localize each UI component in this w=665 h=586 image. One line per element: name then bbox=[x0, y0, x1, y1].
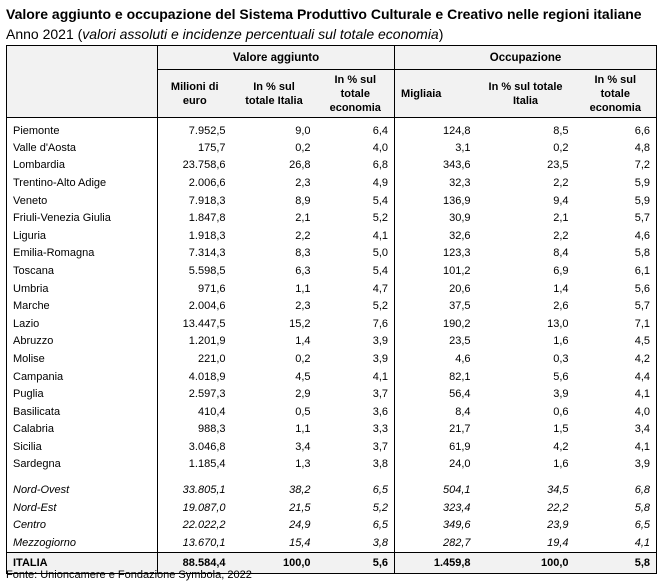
region-cell-occ: 101,2 bbox=[395, 262, 477, 280]
region-cell-occ: 343,6 bbox=[395, 157, 477, 175]
region-cell-name: Trentino-Alto Adige bbox=[7, 174, 158, 192]
region-cell-occ-ec: 6,6 bbox=[575, 118, 657, 140]
region-cell-va-it: 8,3 bbox=[295, 247, 311, 260]
macro-cell-name: Centro bbox=[7, 516, 158, 534]
col-header-va-pct-economia: In % sul totale economia bbox=[317, 70, 395, 118]
region-cell-occ: 124,8 bbox=[395, 118, 477, 140]
region-cell-va-it: 4,5 bbox=[295, 370, 311, 383]
region-cell-occ-ec: 4,6 bbox=[575, 227, 657, 245]
region-cell-occ-ec: 4,4 bbox=[575, 368, 657, 386]
region-cell-va: 3.046,8 bbox=[158, 438, 232, 456]
macro-cell-occ-ec: 4,1 bbox=[575, 534, 657, 552]
macro-area-row bbox=[7, 534, 657, 552]
region-cell-occ-it: 13,0 bbox=[547, 317, 569, 330]
total-cell-occ-it: 100,0 bbox=[477, 552, 575, 573]
region-cell-name: Sardegna bbox=[7, 456, 158, 474]
region-cell-va: 1.185,4 bbox=[158, 456, 232, 474]
macro-cell-va-ec: 6,5 bbox=[372, 519, 389, 532]
region-cell-va-it: 0,2 bbox=[295, 352, 311, 365]
group-header-valore-aggiunto: Valore aggiunto bbox=[158, 46, 395, 70]
region-cell-va-it: 15,2 bbox=[289, 317, 311, 330]
regions-body bbox=[7, 118, 657, 574]
region-cell-occ-it: 8,4 bbox=[553, 247, 569, 260]
region-cell-va: 13.447,5 bbox=[158, 315, 232, 333]
region-cell-occ-it: 2,6 bbox=[553, 300, 569, 313]
corner-cell bbox=[7, 46, 158, 118]
table-row bbox=[7, 385, 657, 403]
region-cell-va-it: 9,0 bbox=[295, 124, 311, 137]
region-cell-occ: 30,9 bbox=[395, 209, 477, 227]
table-row bbox=[7, 315, 657, 333]
spacer-cell bbox=[477, 473, 575, 481]
region-cell-occ: 82,1 bbox=[395, 368, 477, 386]
macro-cell-occ: 282,7 bbox=[395, 534, 477, 552]
region-cell-va: 7.918,3 bbox=[158, 192, 232, 210]
region-cell-name: Friuli-Venezia Giulia bbox=[7, 209, 158, 227]
region-cell-name: Piemonte bbox=[7, 118, 158, 140]
region-cell-occ: 32,6 bbox=[395, 227, 477, 245]
region-cell-occ-ec: 5,6 bbox=[575, 280, 657, 298]
table-row bbox=[7, 456, 657, 474]
region-cell-va: 1.847,8 bbox=[158, 209, 232, 227]
region-cell-occ-it: 1,6 bbox=[553, 335, 569, 348]
spacer-row bbox=[7, 473, 657, 481]
region-cell-va-it: 0,2 bbox=[295, 141, 311, 154]
region-cell-va-ec: 4,0 bbox=[372, 141, 389, 154]
region-cell-name: Marche bbox=[7, 297, 158, 315]
total-cell-occ-ec: 5,8 bbox=[575, 552, 657, 573]
region-cell-occ-ec: 7,1 bbox=[575, 315, 657, 333]
region-cell-name: Lazio bbox=[7, 315, 158, 333]
region-cell-occ-it: 4,2 bbox=[553, 440, 569, 453]
macro-cell-occ-it: 19,4 bbox=[477, 534, 575, 552]
region-cell-va-ec: 4,9 bbox=[372, 176, 389, 189]
macro-cell-va: 22.022,2 bbox=[158, 516, 232, 534]
table-row bbox=[7, 262, 657, 280]
macro-area-row bbox=[7, 499, 657, 517]
region-cell-occ-it: 2,1 bbox=[553, 212, 569, 225]
group-header-row bbox=[7, 46, 657, 70]
region-cell-name: Toscana bbox=[7, 262, 158, 280]
table-row bbox=[7, 209, 657, 227]
region-cell-va-it: 2,9 bbox=[295, 388, 311, 401]
region-cell-occ: 23,5 bbox=[395, 333, 477, 351]
region-cell-occ-ec: 6,1 bbox=[575, 262, 657, 280]
region-cell-occ-ec: 4,0 bbox=[575, 403, 657, 421]
macro-cell-va: 19.087,0 bbox=[158, 499, 232, 517]
col-header-occ-abs: Migliaia bbox=[395, 70, 477, 118]
macro-area-row bbox=[7, 516, 657, 534]
region-cell-occ-ec: 5,9 bbox=[575, 174, 657, 192]
region-cell-occ-ec: 5,7 bbox=[575, 297, 657, 315]
region-cell-va: 2.597,3 bbox=[158, 385, 232, 403]
region-cell-va: 221,0 bbox=[158, 350, 232, 368]
region-cell-occ-ec: 5,7 bbox=[575, 209, 657, 227]
region-cell-va: 988,3 bbox=[158, 421, 232, 439]
table-row bbox=[7, 421, 657, 439]
region-cell-name: Molise bbox=[7, 350, 158, 368]
region-cell-va-ec: 3,8 bbox=[372, 458, 389, 471]
region-cell-occ-it: 23,5 bbox=[547, 159, 569, 172]
region-cell-va: 1.201,9 bbox=[158, 333, 232, 351]
table-row bbox=[7, 174, 657, 192]
region-cell-va-ec: 5,2 bbox=[372, 212, 389, 225]
col-header-occ-pct-economia: In % sul totale economia bbox=[575, 70, 657, 118]
macro-cell-occ: 349,6 bbox=[395, 516, 477, 534]
spacer-cell bbox=[232, 473, 317, 481]
region-cell-occ-ec: 3,4 bbox=[575, 421, 657, 439]
region-cell-va-it: 3,4 bbox=[295, 440, 311, 453]
region-cell-va-ec: 5,0 bbox=[372, 247, 389, 260]
region-cell-va: 971,6 bbox=[158, 280, 232, 298]
table-row bbox=[7, 118, 657, 140]
subtitle-close: ) bbox=[438, 26, 444, 42]
macro-cell-va-it: 38,2 bbox=[289, 484, 311, 497]
region-cell-occ-it: 9,4 bbox=[553, 194, 569, 207]
region-cell-occ-ec: 4,8 bbox=[575, 139, 657, 157]
region-cell-va-ec: 3,3 bbox=[372, 423, 389, 436]
table-row bbox=[7, 350, 657, 368]
region-cell-va: 7.314,3 bbox=[158, 245, 232, 263]
region-cell-occ-it: 0,2 bbox=[553, 141, 569, 154]
region-cell-va-ec: 5,4 bbox=[372, 194, 389, 207]
table-row bbox=[7, 333, 657, 351]
region-cell-name: Calabria bbox=[7, 421, 158, 439]
spacer-cell bbox=[575, 473, 657, 481]
table-row bbox=[7, 157, 657, 175]
region-cell-occ-it: 1,6 bbox=[553, 458, 569, 471]
col-header-va-abs: Milioni di euro bbox=[158, 70, 232, 118]
region-cell-name: Umbria bbox=[7, 280, 158, 298]
macro-cell-occ-ec: 6,8 bbox=[575, 481, 657, 499]
region-cell-va-ec: 4,1 bbox=[372, 229, 389, 242]
region-cell-va-it: 0,5 bbox=[295, 405, 311, 418]
region-cell-va-ec: 3,7 bbox=[372, 440, 389, 453]
table-subtitle bbox=[6, 26, 443, 42]
table-row bbox=[7, 368, 657, 386]
macro-cell-va-it: 21,5 bbox=[289, 501, 311, 514]
region-cell-occ: 61,9 bbox=[395, 438, 477, 456]
region-cell-name: Puglia bbox=[7, 385, 158, 403]
region-cell-va-ec: 4,1 bbox=[372, 370, 389, 383]
region-cell-occ-ec: 3,9 bbox=[575, 456, 657, 474]
region-cell-occ-it: 0,3 bbox=[553, 352, 569, 365]
macro-cell-va-it: 24,9 bbox=[289, 519, 311, 532]
macro-cell-va-ec: 3,8 bbox=[317, 534, 395, 552]
table-row bbox=[7, 297, 657, 315]
region-cell-name: Liguria bbox=[7, 227, 158, 245]
region-cell-va-it: 2,1 bbox=[295, 212, 311, 225]
region-cell-occ: 136,9 bbox=[395, 192, 477, 210]
subtitle-note: valori assoluti e incidenze percentuali sul totale economia bbox=[82, 26, 439, 42]
spacer-cell bbox=[317, 473, 395, 481]
macro-area-row bbox=[7, 481, 657, 499]
region-cell-occ: 8,4 bbox=[395, 403, 477, 421]
source-note: Fonte: Unioncamere e Fondazione Symbola, 2022 bbox=[6, 569, 252, 581]
total-cell-name: ITALIA bbox=[7, 552, 158, 573]
macro-cell-occ-it: 34,5 bbox=[547, 484, 569, 497]
region-cell-occ-it: 1,5 bbox=[553, 423, 569, 436]
total-cell-va-ec: 5,6 bbox=[317, 552, 395, 573]
region-cell-name: Lombardia bbox=[7, 157, 158, 175]
region-cell-name: Basilicata bbox=[7, 403, 158, 421]
macro-cell-occ-ec: 6,5 bbox=[575, 516, 657, 534]
total-cell-va: 88.584,4 bbox=[158, 552, 232, 573]
region-cell-va-ec: 5,2 bbox=[372, 300, 389, 313]
region-cell-occ-ec: 5,8 bbox=[575, 245, 657, 263]
region-cell-occ: 32,3 bbox=[395, 174, 477, 192]
region-cell-occ-it: 8,5 bbox=[553, 124, 569, 137]
region-cell-va-it: 26,8 bbox=[289, 159, 311, 172]
region-cell-va-ec: 7,6 bbox=[372, 317, 389, 330]
region-cell-name: Valle d'Aosta bbox=[7, 139, 158, 157]
table-row bbox=[7, 227, 657, 245]
region-cell-occ-it: 5,6 bbox=[553, 370, 569, 383]
macro-cell-occ: 504,1 bbox=[395, 481, 477, 499]
macro-cell-occ-it: 22,2 bbox=[547, 501, 569, 514]
region-cell-va-it: 6,3 bbox=[295, 264, 311, 277]
region-cell-va: 1.918,3 bbox=[158, 227, 232, 245]
region-cell-occ: 190,2 bbox=[395, 315, 477, 333]
region-cell-occ-it: 3,9 bbox=[553, 388, 569, 401]
region-cell-va: 4.018,9 bbox=[158, 368, 232, 386]
region-cell-occ-ec: 5,9 bbox=[575, 192, 657, 210]
region-cell-occ: 4,6 bbox=[395, 350, 477, 368]
region-cell-va-it: 1,3 bbox=[295, 458, 311, 471]
region-cell-occ: 3,1 bbox=[395, 139, 477, 157]
region-cell-va-it: 2,3 bbox=[295, 176, 311, 189]
table-row bbox=[7, 139, 657, 157]
region-cell-occ-it: 0,6 bbox=[553, 405, 569, 418]
group-header-occupazione: Occupazione bbox=[395, 46, 657, 70]
spacer-cell bbox=[395, 473, 477, 481]
region-cell-va-it: 2,2 bbox=[295, 229, 311, 242]
region-cell-name: Veneto bbox=[7, 192, 158, 210]
region-cell-occ: 21,7 bbox=[395, 421, 477, 439]
region-cell-va-it: 1,1 bbox=[295, 282, 311, 295]
region-cell-va-ec: 3,9 bbox=[372, 335, 389, 348]
region-cell-va-ec: 3,7 bbox=[372, 388, 389, 401]
macro-cell-occ-ec: 5,8 bbox=[575, 499, 657, 517]
spacer-cell bbox=[158, 473, 232, 481]
region-cell-va-it: 2,3 bbox=[295, 300, 311, 313]
region-cell-occ: 37,5 bbox=[395, 297, 477, 315]
region-cell-name: Campania bbox=[7, 368, 158, 386]
region-cell-occ-ec: 7,2 bbox=[575, 157, 657, 175]
region-cell-occ-it: 2,2 bbox=[553, 176, 569, 189]
macro-cell-va-ec: 6,5 bbox=[372, 484, 389, 497]
region-cell-va: 23.758,6 bbox=[158, 157, 232, 175]
data-table bbox=[6, 45, 657, 574]
col-header-occ-pct-italia: In % sul totale Italia bbox=[477, 70, 575, 118]
region-cell-va-it: 1,1 bbox=[295, 423, 311, 436]
macro-cell-occ: 323,4 bbox=[395, 499, 477, 517]
table-row bbox=[7, 280, 657, 298]
macro-cell-va: 33.805,1 bbox=[158, 481, 232, 499]
region-cell-va-ec: 5,4 bbox=[372, 264, 389, 277]
region-cell-occ-it: 2,2 bbox=[553, 229, 569, 242]
region-cell-va: 2.006,6 bbox=[158, 174, 232, 192]
region-cell-va: 2.004,6 bbox=[158, 297, 232, 315]
region-cell-name: Abruzzo bbox=[7, 333, 158, 351]
region-cell-occ-it: 1,4 bbox=[553, 282, 569, 295]
region-cell-va: 175,7 bbox=[158, 139, 232, 157]
region-cell-va-ec: 6,8 bbox=[372, 159, 389, 172]
subtitle-year: Anno 2021 ( bbox=[6, 26, 83, 42]
macro-cell-va-it: 15,4 bbox=[232, 534, 317, 552]
region-cell-name: Sicilia bbox=[7, 438, 158, 456]
region-cell-occ-ec: 4,1 bbox=[575, 385, 657, 403]
macro-cell-name: Nord-Ovest bbox=[7, 481, 158, 499]
region-cell-va-ec: 3,6 bbox=[372, 405, 389, 418]
region-cell-occ: 20,6 bbox=[395, 280, 477, 298]
macro-cell-va-ec: 5,2 bbox=[372, 501, 389, 514]
region-cell-va-ec: 6,4 bbox=[372, 124, 389, 137]
macro-cell-name: Nord-Est bbox=[7, 499, 158, 517]
table-row bbox=[7, 192, 657, 210]
col-header-va-pct-italia: In % sul totale Italia bbox=[232, 70, 317, 118]
region-cell-va-it: 1,4 bbox=[295, 335, 311, 348]
total-cell-occ: 1.459,8 bbox=[395, 552, 477, 573]
table-row bbox=[7, 403, 657, 421]
region-cell-va-ec: 3,9 bbox=[372, 352, 389, 365]
region-cell-occ-ec: 4,1 bbox=[575, 438, 657, 456]
table-row bbox=[7, 438, 657, 456]
macro-cell-va: 13.670,1 bbox=[158, 534, 232, 552]
table-row bbox=[7, 245, 657, 263]
region-cell-va: 7.952,5 bbox=[158, 118, 232, 140]
region-cell-va: 410,4 bbox=[158, 403, 232, 421]
region-cell-occ: 24,0 bbox=[395, 456, 477, 474]
spacer-cell bbox=[7, 473, 158, 481]
region-cell-occ-it: 6,9 bbox=[553, 264, 569, 277]
macro-cell-name: Mezzogiorno bbox=[7, 534, 158, 552]
region-cell-occ: 123,3 bbox=[395, 245, 477, 263]
total-cell-va-it: 100,0 bbox=[232, 552, 317, 573]
region-cell-occ-ec: 4,5 bbox=[575, 333, 657, 351]
table-title: Valore aggiunto e occupazione del Sistema Produttivo Culturale e Creativo nelle regioni italiane bbox=[6, 6, 642, 22]
region-cell-occ: 56,4 bbox=[395, 385, 477, 403]
region-cell-va-ec: 4,7 bbox=[372, 282, 389, 295]
region-cell-name: Emilia-Romagna bbox=[7, 245, 158, 263]
region-cell-va: 5.598,5 bbox=[158, 262, 232, 280]
region-cell-va-it: 8,9 bbox=[295, 194, 311, 207]
macro-cell-occ-it: 23,9 bbox=[547, 519, 569, 532]
region-cell-occ-ec: 4,2 bbox=[575, 350, 657, 368]
